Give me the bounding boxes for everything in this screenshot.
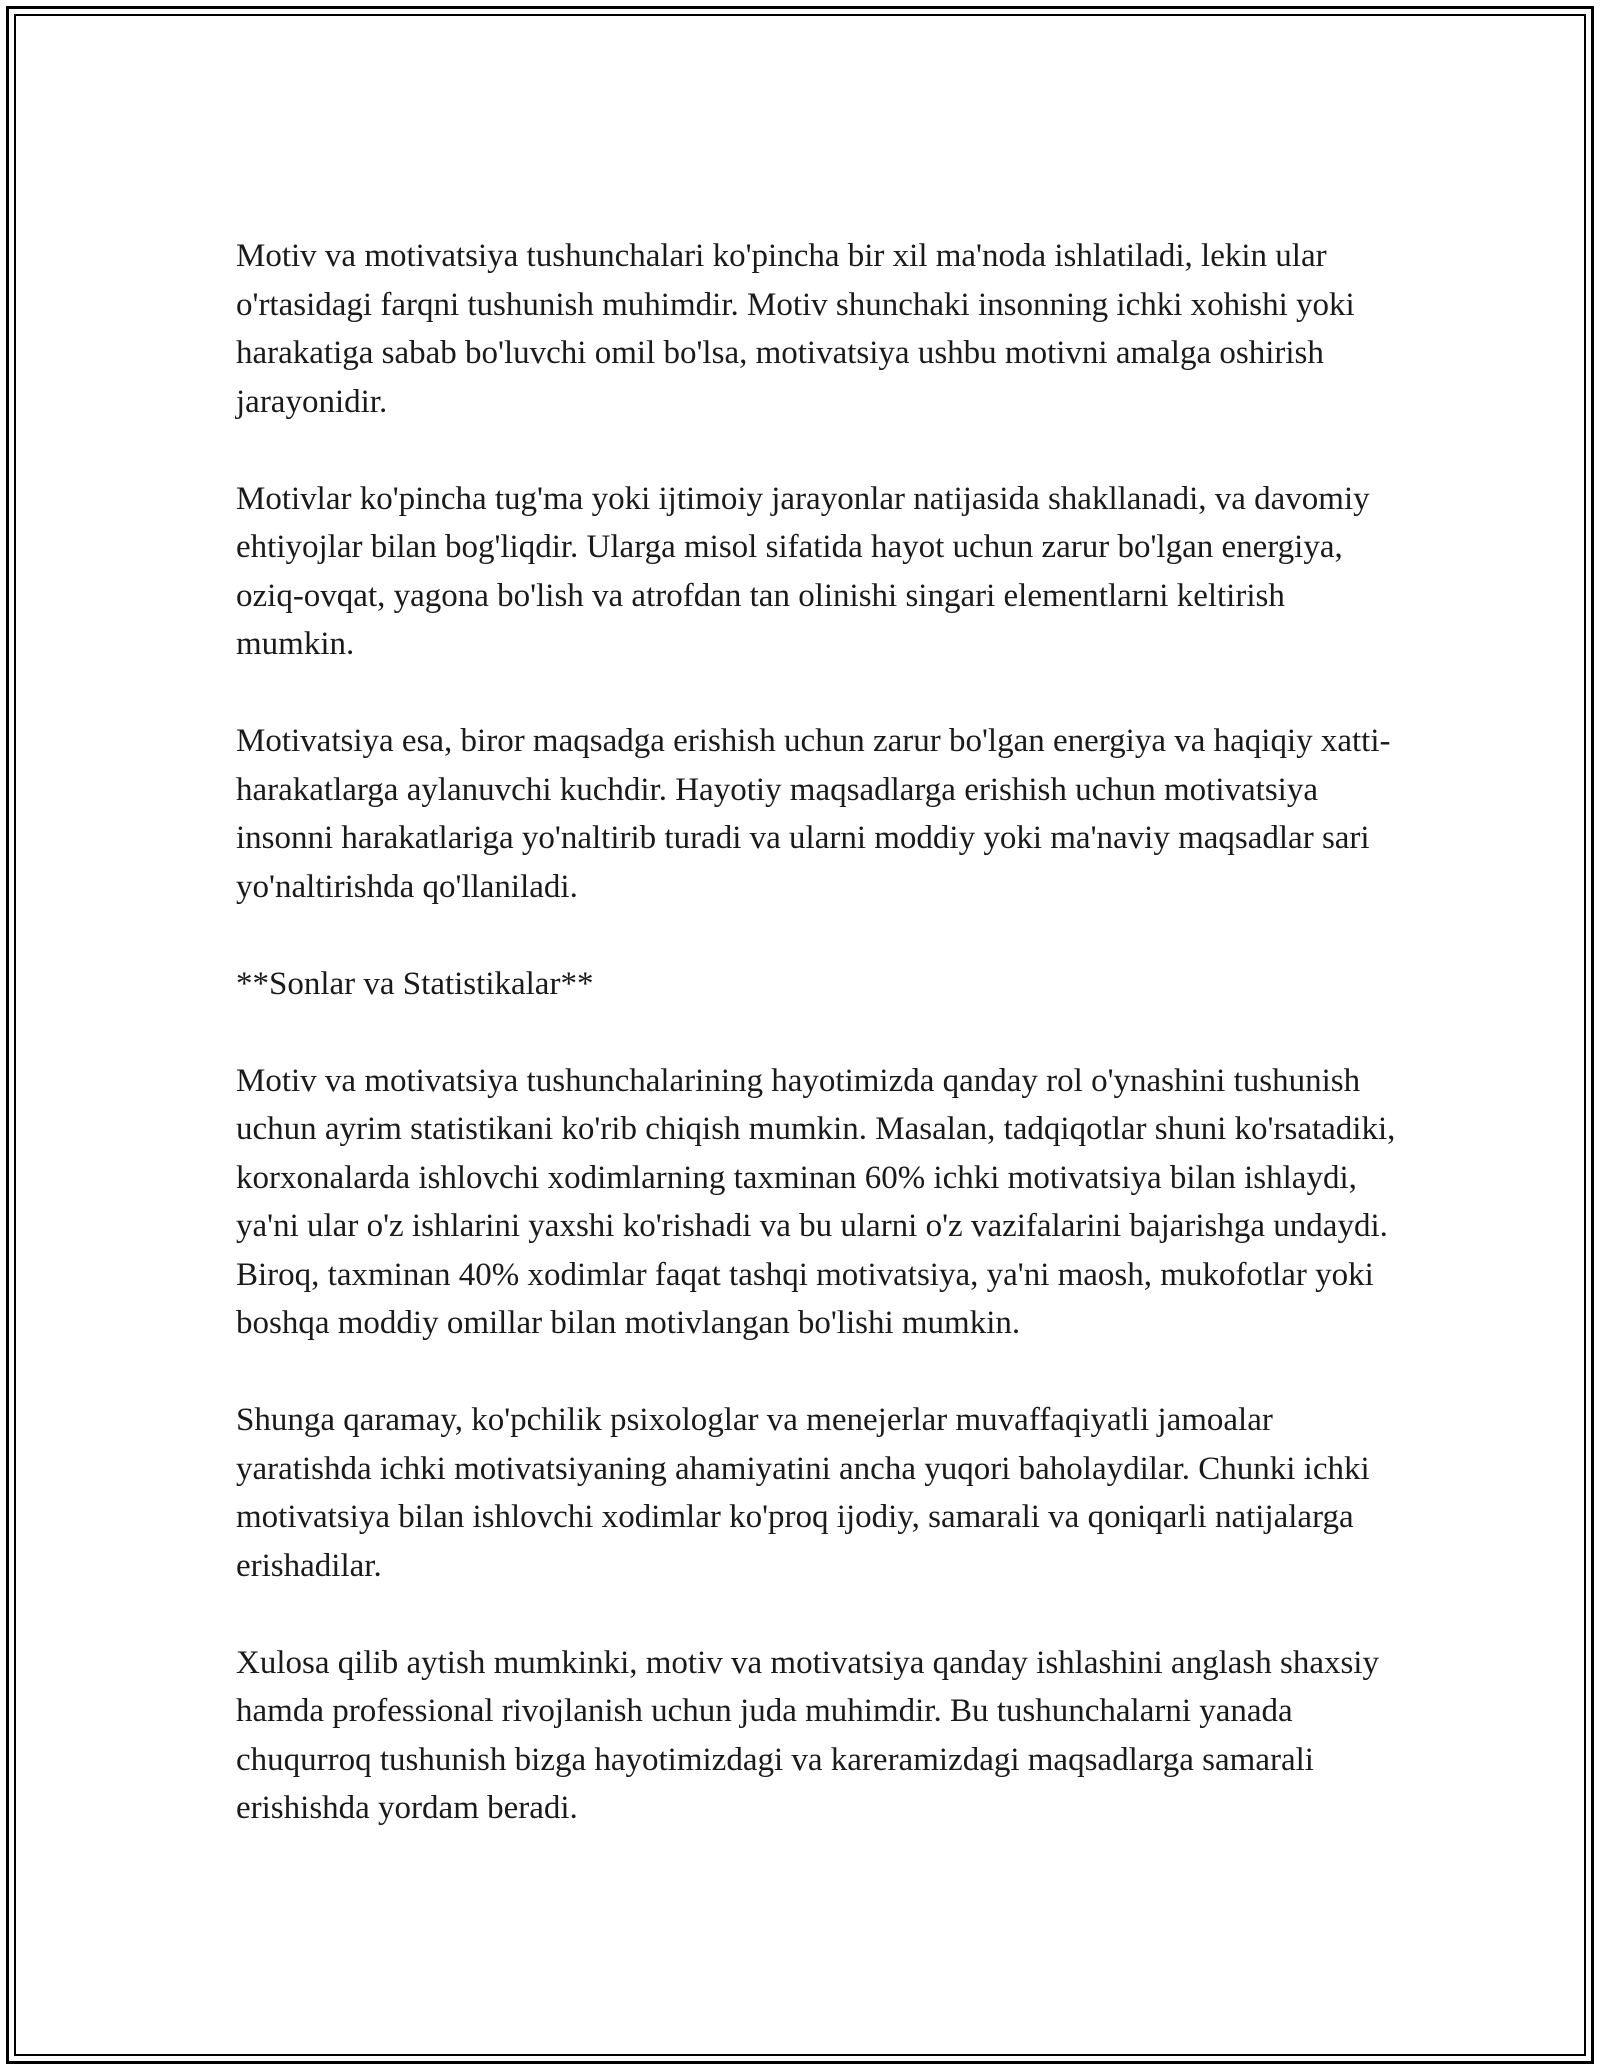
paragraph-motiv-definition: Motiv va motivatsiya tushunchalari ko'pincha bir xil ma'noda ishlatiladi, lekin ular o'rtasidagi farqni tushunish muhimdir. Motiv shunchaki insonning ichki xohishi yoki harakatiga sabab bo'luvchi omil bo'lsa, motivatsiya ushbu motivni amalga oshirish jarayonidir. <box>236 238 1355 420</box>
paragraph-motivlar-origin: Motivlar ko'pincha tug'ma yoki ijtimoiy jarayonlar natijasida shakllanadi, va davomiy ehtiyojlar bilan bog'liqdir. Ularga misol sifatida hayot uchun zarur bo'lgan energiya, oziq-ovqat, yagona bo'lish va atrofdan tan olinishi singari elementlarni keltirish mumkin. <box>236 480 1370 662</box>
section-heading-statistics: **Sonlar va Statistikalar** <box>236 965 594 1002</box>
paragraph-motivatsiya-definition: Motivatsiya esa, biror maqsadga erishish uchun zarur bo'lgan energiya va haqiqiy xatti-harakatlarga aylanuvchi kuchdir. Hayotiy maqsadlarga erishish uchun motivatsiya insonni harakatlariga yo'naltirib turadi va ularni moddiy yoki ma'naviy maqsadlar sari yo'naltirishda qo'llaniladi. <box>236 723 1391 905</box>
paragraph-conclusion: Xulosa qilib aytish mumkinki, motiv va motivatsiya qanday ishlashini anglash shaxsiy hamda professional rivojlanish uchun juda muhimdir. Bu tushunchalarni yanada chuqurroq tushunish bizga hayotimizdagi va kareramizdagi maqsadlarga samarali erishishda yordam beradi. <box>236 1644 1379 1826</box>
paragraph-psychologists: Shunga qaramay, ko'pchilik psixologlar va menejerlar muvaffaqiyatli jamoalar yaratishda ichki motivatsiyaning ahamiyatini ancha yuqori baholaydilar. Chunki ichki motivatsiya bilan ishlovchi xodimlar ko'proq ijodiy, samarali va qoniqarli natijalarga erishadilar. <box>236 1402 1370 1584</box>
document-body <box>236 232 1406 1833</box>
paragraph-statistics: Motiv va motivatsiya tushunchalarining hayotimizda qanday rol o'ynashini tushunish uchun ayrim statistikani ko'rib chiqish mumkin. Masalan, tadqiqotlar shuni ko'rsatadiki, korxonalarda ishlovchi xodimlarning taxminan 60% ichki motivatsiya bilan ishlaydi, ya'ni ular o'z ishlarini yaxshi ko'rishadi va bu ularni o'z vazifalarini bajarishga undaydi. Biroq, taxminan 40% xodimlar faqat tashqi motivatsiya, ya'ni maosh, mukofotlar yoki boshqa moddiy omillar bilan motivlangan bo'lishi mumkin. <box>236 1062 1396 1341</box>
